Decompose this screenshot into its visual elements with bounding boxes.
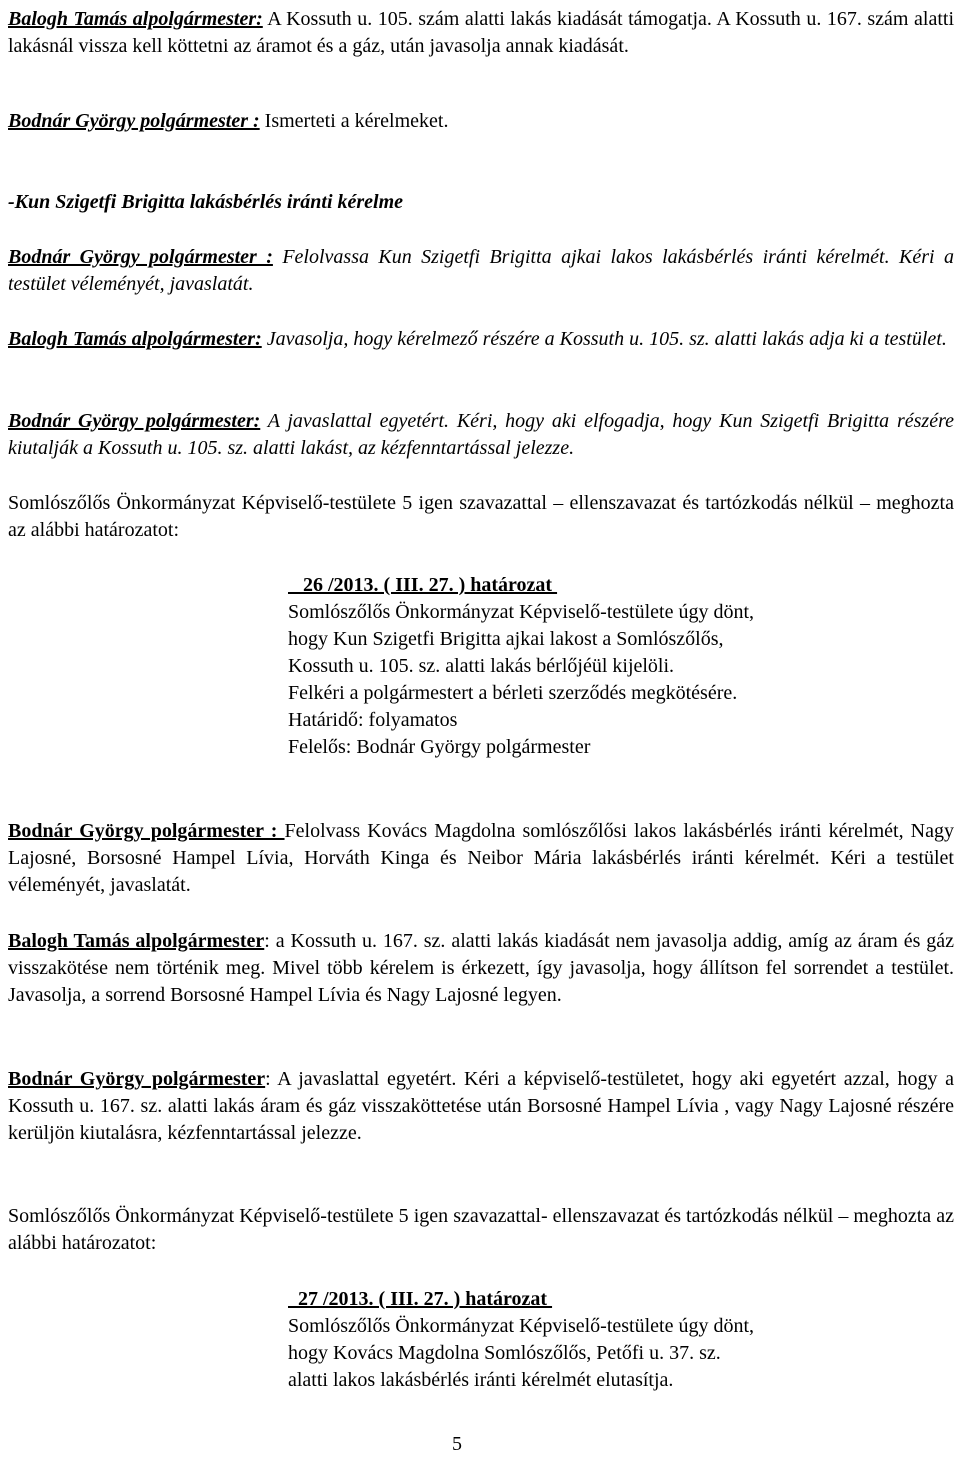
speaker-name: Bodnár György polgármester : (8, 110, 260, 132)
resolution-line: Somlószőlős Önkormányzat Képviselő-testülete úgy dönt, (288, 601, 755, 623)
paragraph-bodnar-4 (8, 818, 954, 899)
paragraph-text: Ismerteti a kérelmeket. (259, 110, 449, 132)
resolution-line: alatti lakos lakásbérlés iránti kérelmét elutasítja. (288, 1369, 674, 1391)
speaker-name: Bodnár György polgármester : (8, 820, 285, 842)
resolution-line: Felkéri a polgármestert a bérleti szerződés megkötésére. (288, 682, 738, 704)
paragraph-text: A Kossuth u. 105. szám alatti lakás kiadását támogatja. A Kossuth u. 167. szám alatti lakásnál vissza kell köttetni az áramot és a gáz, után javasolja annak kiadását. (8, 8, 954, 57)
paragraph-text: A javaslattal egyetért. Kéri, hogy aki elfogadja, hogy Kun Szigetfi Brigitta részére kiutalják a Kossuth u. 105. sz. alatti lakást, az kézfenntartással jelezze. (8, 410, 954, 459)
paragraph-text: Javasolja, hogy kérelmező részére a Kossuth u. 105. sz. alatti lakás adja ki a testület. (261, 328, 947, 350)
speaker-name: Bodnár György polgármester (8, 1068, 266, 1090)
speaker-name: Balogh Tamás alpolgármester: (8, 328, 262, 350)
resolution-title: 26 /2013. ( III. 27. ) határozat (288, 574, 558, 596)
speaker-name: Bodnár György polgármester : (8, 246, 273, 268)
paragraph-bodnar-5 (8, 1066, 954, 1147)
section-heading: -Kun Szigetfi Brigitta lakásbérlés iránti kérelme (8, 191, 404, 213)
resolution-line: hogy Kun Szigetfi Brigitta ajkai lakost a Somlószőlős, (288, 628, 724, 650)
paragraph-balogh-3 (8, 928, 954, 1009)
paragraph-balogh-1 (8, 6, 954, 60)
resolution-line: Kossuth u. 105. sz. alatti lakás bérlőjéül kijelöli. (288, 655, 675, 677)
speaker-name: Balogh Tamás alpolgármester: (8, 8, 263, 30)
speaker-name: Balogh Tamás alpolgármester (8, 930, 265, 952)
resolution-block-1 (288, 572, 928, 761)
paragraph-text: Felolvassa Kun Szigetfi Brigitta ajkai lakos lakásbérlés iránti kérelmét. Kéri a testület véleményét, javaslatát. (8, 246, 954, 295)
paragraph-text: : A javaslattal egyetért. Kéri a képviselő-testületet, hogy aki egyetért azzal, hogy a Kossuth u. 167. sz. alatti lakás áram és gáz visszaköttetése után Borsosné Hampel Lívia , vagy Nagy Lajosné részére kerüljön kiutalásra, kézfenntartással jelezze. (8, 1068, 954, 1144)
resolution-line: Somlószőlős Önkormányzat Képviselő-testülete úgy dönt, (288, 1315, 755, 1337)
resolution-deadline: Határidő: folyamatos (288, 709, 458, 731)
paragraph-bodnar-2 (8, 244, 954, 298)
paragraph-text: Felolvass Kovács Magdolna somlószőlősi lakos lakásbérlés iránti kérelmét, Nagy Lajosné, Borsosné Hampel Lívia, Horváth Kinga és Neibor Mária lakásbérlés iránti kérelmét. Kéri a testület véleményét, javaslatát. (8, 820, 955, 896)
resolution-line: hogy Kovács Magdolna Somlószőlős, Petőfi u. 37. sz. (288, 1342, 721, 1364)
resolution-responsible: Felelős: Bodnár György polgármester (288, 736, 591, 758)
paragraph-bodnar-3 (8, 408, 954, 462)
paragraph-text: : a Kossuth u. 167. sz. alatti lakás kiadását nem javasolja addig, amíg az áram és gáz visszakötése nem történik meg. Mivel több kérelem is érkezett, így javasolja, hogy állítson fel sorrendet a testület. Javasolja, a sorrend Borsosné Hampel Lívia és Nagy Lajosné legyen. (8, 930, 955, 1006)
speaker-name: Bodnár György polgármester: (8, 410, 261, 432)
resolution-block-2 (288, 1286, 928, 1394)
vote-statement-1: Somlószőlős Önkormányzat Képviselő-testülete 5 igen szavazattal – ellenszavazat és tartózkodás nélkül – meghozta az alábbi határozatot: (8, 492, 954, 541)
vote-statement-2: Somlószőlős Önkormányzat Képviselő-testülete 5 igen szavazattal- ellenszavazat és tartózkodás nélkül – meghozta az alábbi határozatot: (8, 1205, 954, 1254)
paragraph-balogh-2 (8, 326, 954, 353)
resolution-title: 27 /2013. ( III. 27. ) határozat (288, 1288, 553, 1310)
paragraph-bodnar-1 (8, 108, 954, 135)
page-number: 5 (452, 1433, 462, 1455)
